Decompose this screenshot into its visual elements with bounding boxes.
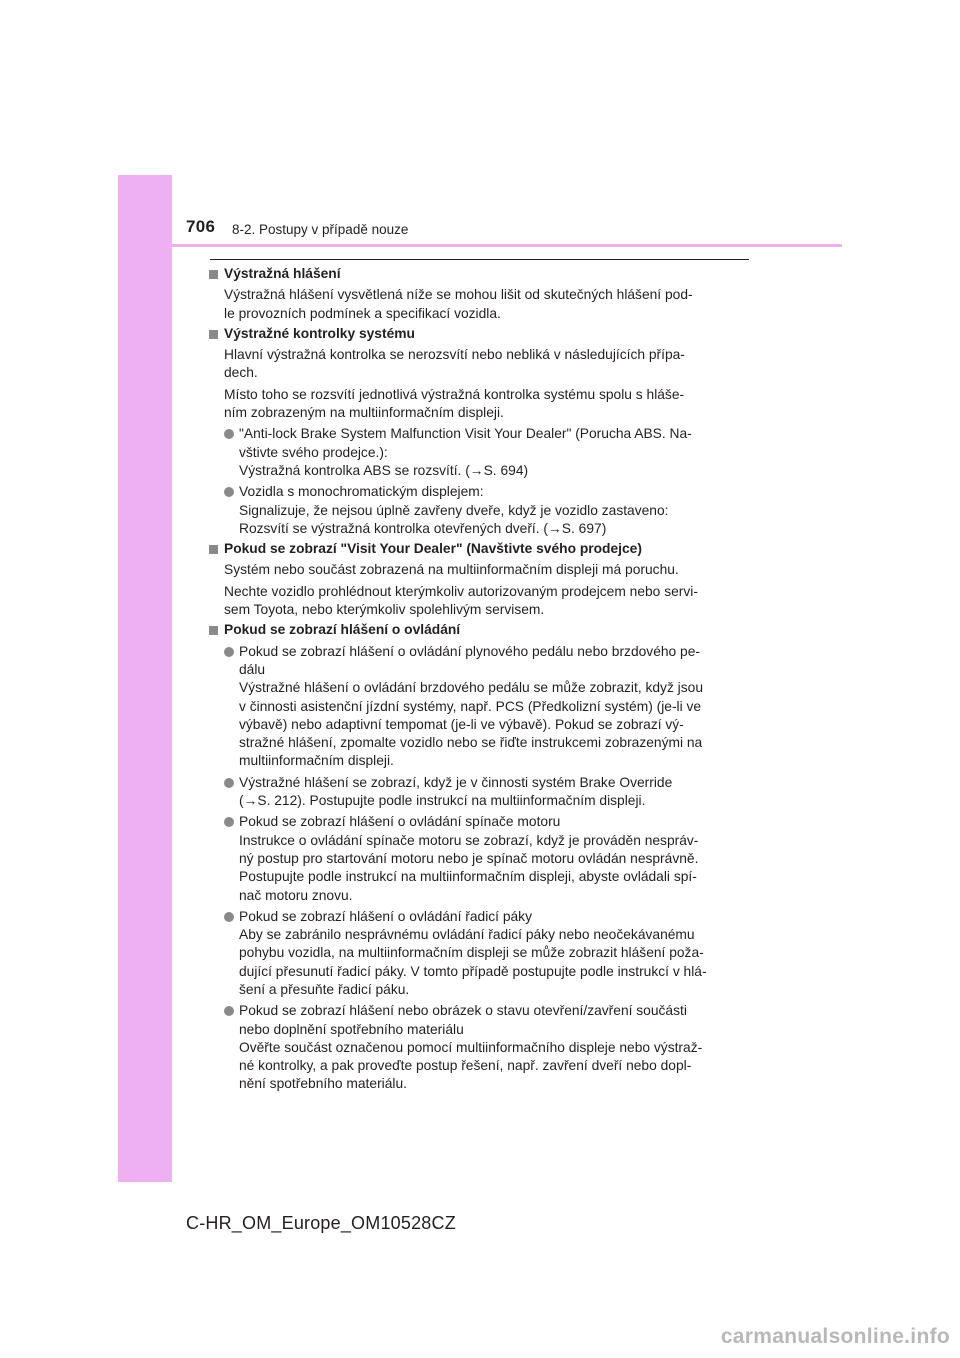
text-line: Pokud se zobrazí hlášení o ovládání řadicí páky xyxy=(239,908,532,924)
text-line: Systém nebo součást zobrazená na multiinformačním displeji má poruchu. xyxy=(224,562,679,578)
round-bullet-icon xyxy=(224,487,234,497)
text-line: Postupujte podle instrukcí na multiinformačním displeji, abyste ovládali spí- xyxy=(239,869,697,885)
round-bullet-icon xyxy=(224,1006,234,1016)
text-line: nebo doplnění spotřebního materiálu xyxy=(239,1021,464,1037)
bullet-item xyxy=(209,813,749,904)
text-line: Výstražné hlášení se zobrazí, když je v činnosti systém Brake Override xyxy=(239,774,673,790)
paragraph xyxy=(209,286,749,323)
round-bullet-icon xyxy=(224,912,234,922)
text-line: Pokud se zobrazí hlášení o ovládání spínače motoru xyxy=(239,814,561,830)
text-line: Nechte vozidlo prohlédnout kterýmkoliv autorizovaným prodejcem nebo servi- xyxy=(224,583,698,599)
paragraph xyxy=(209,583,749,620)
text-line: Hlavní výstražná kontrolka se nerozsvítí nebo nebliká v následujících přípa- xyxy=(224,347,685,363)
document-id: C-HR_OM_Europe_OM10528CZ xyxy=(186,1213,456,1233)
round-bullet-icon xyxy=(224,647,234,657)
text-line: výbavě) nebo adaptivní tempomat (je-li ve výbavě). Pokud se zobrazí vý- xyxy=(239,716,684,732)
text-line: dálu xyxy=(239,661,266,677)
text-line: né kontrolky, a pak proveďte postup řešení, např. zavření dveří nebo dopl- xyxy=(239,1058,692,1074)
section-title: 8-2. Postupy v případě nouze xyxy=(232,222,409,237)
section-heading xyxy=(209,621,749,639)
section-heading xyxy=(209,540,749,558)
text-line: nač motoru znovu. xyxy=(239,887,353,903)
text-line: šení a přesuňte řadicí páku. xyxy=(239,981,410,997)
square-bullet-icon xyxy=(209,330,218,339)
paragraph xyxy=(209,386,749,423)
bullet-item xyxy=(209,425,749,480)
text-line: Výstražné hlášení o ovládání brzdového pedálu se může zobrazit, když jsou xyxy=(239,680,703,696)
text-line: Vozidla s monochromatickým displejem: xyxy=(239,484,484,500)
text-line: Místo toho se rozsvítí jednotlivá výstražná kontrolka systému spolu s hláše- xyxy=(224,386,685,402)
text-line: nění spotřebního materiálu. xyxy=(239,1076,407,1092)
text-line: pohybu vozidla, na multiinformačním displeji se může zobrazit hlášení poža- xyxy=(239,945,704,961)
text-line: le provozních podmínek a specifikací vozidla. xyxy=(224,305,501,321)
bullet-item xyxy=(209,908,749,999)
square-bullet-icon xyxy=(209,545,218,554)
page-number: 706 xyxy=(186,217,216,236)
text-line: dech. xyxy=(224,365,258,381)
text-line: v činnosti asistenční jízdní systémy, např. PCS (Předkolizní systém) (je-li ve xyxy=(239,698,702,714)
section-heading-text: Výstražná hlášení xyxy=(224,266,341,281)
text-line: (→S. 212). Postupujte podle instrukcí na multiinformačním displeji. xyxy=(239,793,646,809)
section-heading-text: Pokud se zobrazí "Visit Your Dealer" (Navštivte svého prodejce) xyxy=(224,541,642,557)
text-line: multiinformačním displeji. xyxy=(239,753,394,769)
section-heading xyxy=(209,325,749,343)
text-line: Výstražná hlášení vysvětlená níže se mohou lišit od skutečných hlášení pod- xyxy=(224,287,693,303)
section-heading-text: Pokud se zobrazí hlášení o ovládání xyxy=(224,622,461,638)
text-line: vštivte svého prodejce.): xyxy=(239,444,388,460)
bullet-item xyxy=(209,774,749,811)
text-line: Rozsvítí se výstražná kontrolka otevřených dveří. (→S. 697) xyxy=(239,520,607,536)
text-line: Signalizuje, že nejsou úplně zavřeny dveře, když je vozidlo zastaveno: xyxy=(239,502,669,518)
text-line: dující přesunutí řadicí páky. V tomto případě postupujte podle instrukcí v hlá- xyxy=(239,963,707,979)
text-line: ný postup pro startování motoru nebo je spínač motoru ovládán nesprávně. xyxy=(239,850,699,866)
section-heading xyxy=(209,265,749,283)
chapter-sidebar-tab xyxy=(118,175,172,1182)
text-line: Ověřte součást označenou pomocí multiinformačního displeje nebo výstraž- xyxy=(239,1039,703,1055)
text-line: Pokud se zobrazí hlášení o ovládání plynového pedálu nebo brzdového pe- xyxy=(239,643,700,659)
bullet-item xyxy=(209,643,749,771)
text-line: sem Toyota, nebo kterýmkoliv spolehlivým servisem. xyxy=(224,602,545,618)
page-content xyxy=(209,263,749,1094)
bullet-item xyxy=(209,483,749,538)
paragraph xyxy=(209,346,749,383)
paragraph xyxy=(209,561,749,579)
round-bullet-icon xyxy=(224,817,234,827)
text-line: "Anti-lock Brake System Malfunction Visit Your Dealer" (Porucha ABS. Na- xyxy=(239,426,692,442)
round-bullet-icon xyxy=(224,778,234,788)
round-bullet-icon xyxy=(224,429,234,439)
text-line: ním zobrazeným na multiinformačním displeji. xyxy=(224,405,504,421)
section-heading-text: Výstražné kontrolky systému xyxy=(224,325,415,341)
square-bullet-icon xyxy=(209,626,218,635)
text-line: Instrukce o ovládání spínače motoru se zobrazí, když je prováděn nespráv- xyxy=(239,832,699,848)
text-line: Aby se zabránilo nesprávnému ovládání řadicí páky nebo neočekávanému xyxy=(239,927,695,943)
text-line: Pokud se zobrazí hlášení nebo obrázek o stavu otevření/zavření součásti xyxy=(239,1003,687,1019)
square-bullet-icon xyxy=(209,270,218,279)
bullet-item xyxy=(209,1002,749,1093)
content-top-rule xyxy=(210,259,749,260)
text-line: Výstražná kontrolka ABS se rozsvítí. (→S. 694) xyxy=(239,462,529,478)
header-rule xyxy=(172,244,842,247)
watermark: carmanualsonline.info xyxy=(720,1325,950,1348)
text-line: stražné hlášení, zpomalte vozidlo nebo se řiďte instrukcemi zobrazenými na xyxy=(239,735,703,751)
